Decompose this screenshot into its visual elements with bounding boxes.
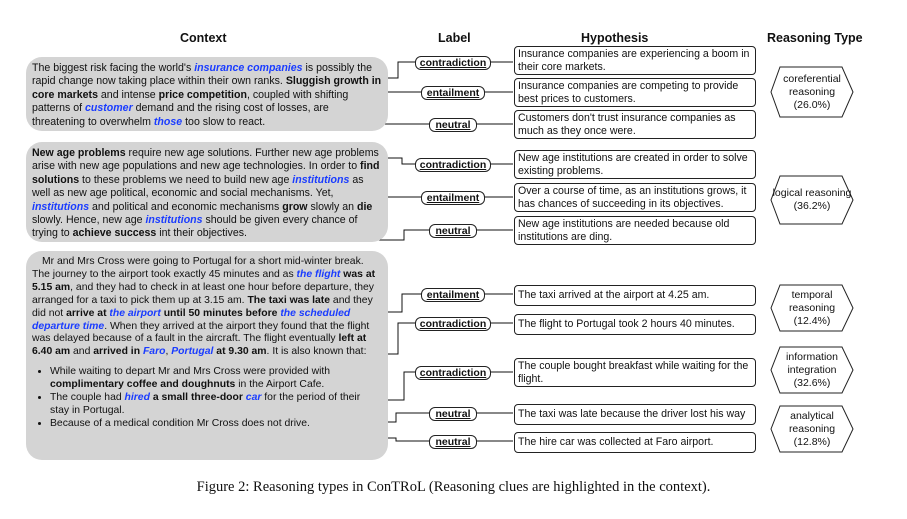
label-badge: contradiction [415,56,491,70]
reasoning-type-header: Reasoning Type [767,31,863,45]
reasoning-type-pct: (12.8%) [793,435,831,448]
reasoning-type-pct: (36.2%) [793,200,831,212]
context-3-list [32,366,382,431]
context-1-text: The biggest risk facing the world's insurance companies is possibly the rapid change now taking place within their own ranks. Sluggish growth in core markets and intense price competition, coupled with shifting patterns of customer demand and the rising cost of losses, are threatening to overwhelm those too slow to react. [32,62,382,128]
reasoning-type-information-integration [770,346,854,394]
hypothesis-box: The taxi was late because the driver lost his way [514,404,756,425]
context-box-3 [26,251,388,460]
label-badge: contradiction [415,317,491,331]
hypothesis-box: Over a course of time, as an institutions grows, it has chances of succeeding in its objectives. [514,183,756,212]
reasoning-type-pct: (12.4%) [793,314,831,327]
context-3-text: Mr and Mrs Cross were going to Portugal for a short mid-winter break. The journey to the airport took exactly 45 minutes and as the flight was at 5.15 am, and they had to check in at least one hour before departure, they arranged for a taxi to pick them up at 3.15 am. The taxi was late and they did not arrive at the airport until 50 minutes before the scheduled departure time. When they arrived at the airport they found that the flight was delayed because of a fault in the aircraft. The flight eventually left at 6.40 am and arrived in Faro, Portugal at 9.30 am. It is also known that: [32,256,376,358]
label-badge: entailment [421,288,485,302]
reasoning-type-name: coreferential reasoning [783,72,841,98]
label-badge: entailment [421,86,485,100]
reasoning-type-analytical [770,405,854,453]
context-header: Context [180,31,227,45]
label-badge: entailment [421,191,485,205]
hypothesis-box: The flight to Portugal took 2 hours 40 minutes. [514,314,756,335]
reasoning-type-temporal [770,284,854,332]
reasoning-type-pct: (26.0%) [793,98,831,111]
list-item: • Because of a medical condition Mr Cross does not drive. [50,418,382,431]
hypothesis-box: The couple bought breakfast while waiting for the flight. [514,358,756,387]
reasoning-type-name: information integration [786,350,838,376]
label-badge: contradiction [415,158,491,172]
hypothesis-box: New age institutions are needed because old institutions are ding. [514,216,756,245]
hypothesis-box: Insurance companies are competing to provide best prices to customers. [514,78,756,107]
hypothesis-box: New age institutions are created in order to solve existing problems. [514,150,756,179]
label-badge: neutral [429,224,477,238]
hypothesis-box: The hire car was collected at Faro airport. [514,432,756,453]
figure-caption: Figure 2: Reasoning types in ConTRoL (Reasoning clues are highlighted in the context). [196,479,711,495]
context-box-1 [26,57,388,131]
label-badge: contradiction [415,366,491,380]
reasoning-type-name: analytical reasoning [788,409,836,435]
hypothesis-box: Insurance companies are experiencing a boom in their core markets. [514,46,756,75]
reasoning-type-logical [770,175,854,225]
list-item: • The couple had hired a small three-door car for the period of their stay in Portugal. [50,392,382,418]
label-header: Label [438,31,471,45]
hypothesis-header: Hypothesis [581,31,649,45]
reasoning-type-pct: (32.6%) [793,376,831,389]
list-item: • While waiting to depart Mr and Mrs Cross were provided with complimentary coffee and doughnuts in the Airport Cafe. [50,366,382,392]
label-badge: neutral [429,435,477,449]
reasoning-type-name: temporal reasoning [788,288,836,314]
hypothesis-box: The taxi arrived at the airport at 4.25 am. [514,285,756,306]
hypothesis-box: Customers don't trust insurance companies as much as they once were. [514,110,756,139]
label-badge: neutral [429,407,477,421]
label-badge: neutral [429,118,477,132]
context-2-text: New age problems require new age solutions. Further new age problems arise with new age populations and new age technologies. In order to find solutions to these problems we need to build new age institutions as well as new age political, economic and social mechanisms. Yet, institutions and political and economic mechanisms grow slowly an die slowly. Hence, new age institutions should be given every chance of trying to achieve success int their objectives. [32,147,380,240]
reasoning-type-coreferential [770,66,854,118]
reasoning-type-name: logical reasoning [772,187,852,199]
context-box-2 [26,142,388,242]
